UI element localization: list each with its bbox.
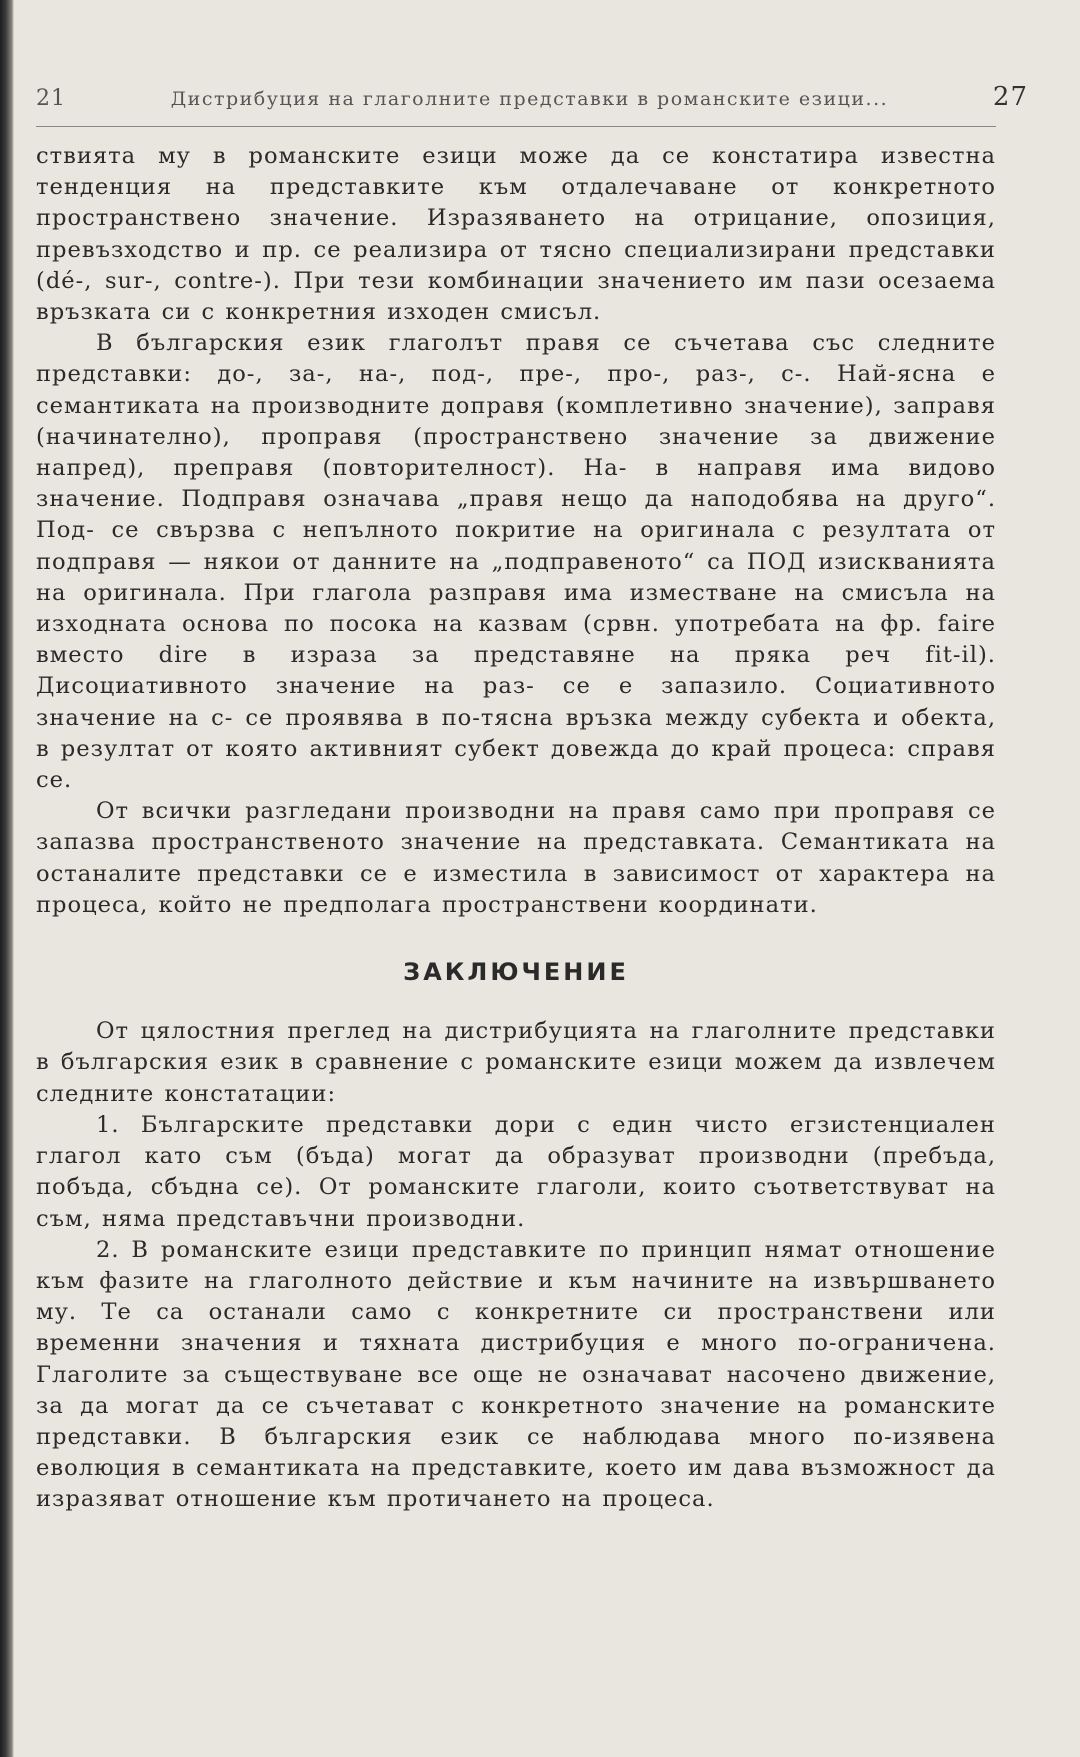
page-number: 27: [992, 82, 1028, 112]
section-heading: ЗАКЛЮЧЕНИЕ: [403, 958, 629, 987]
paragraph-pravya: В българския език глаголът правя се съчетава със следните представки: до-, за-, на-, под-, пре-, про-, раз-, с-. Най-ясна е семантиката на производните доправя (комплетивно значение), заправя (начинателно), проправя (пространствено значение за движение напред), преправя (повторителност). На- в направя има видово значение. Подправя означава „правя нещо да наподобява на друго“. Под- се свързва с непълното покритие на оригинала с резултата от подправя — някои от данните на „подправеното“ са ПОД изискванията на оригинала. При глагола разправя има изместване на смисъла на изходната основа по посока на казвам (срвн. употребата на фр. faire вместо dire в израза за представяне на пряка реч fit-il). Дисоциативното значение на раз- се е запазило. Социативното значение на с- се проявява в по-тясна връзка между субекта и обекта, в резултат от която активният субект довежда до край процеса: справя се.: [36, 330, 996, 794]
running-title: Дистрибуция на глаголните представки в романските езици...: [170, 88, 889, 110]
paragraph-conclusion-intro: От цялостния преглед на дистрибуцията на глаголните представки в българския език в сравнение с романските езици можем да извлечем следните констатации:: [36, 1018, 996, 1107]
header-left-number: 21: [36, 86, 66, 111]
header-rule: [36, 126, 996, 127]
paragraph-conclusion-1: 1. Българските представки дори с един чисто егзистенциален глагол като съм (бъда) могат да образуват производни (пребъда, побъда, сбъдна се). От романските глаголи, които съответствуват на съм, няма представъчни производни.: [36, 1111, 996, 1232]
book-binding-edge: [0, 0, 14, 1757]
body-text: [36, 141, 996, 1516]
paragraph-summary: От всички разгледани производни на правя само при проправя се запазва пространственото значение на представката. Семантиката на останалите представки се е изместила в зависимост от характера на процеса, който не предполага пространствени координати.: [36, 798, 996, 918]
paragraph-continued: ствията му в романските езици може да се констатира известна тенденция на представките към отдалечаване от конкретното пространствено значение. Изразяването на отрицание, опозиция, превъзходство и пр. се реализира от тясно специализирани представки (dé-, sur-, contre-). При тези комбинации значението им пази осезаема връзката си с конкретния изходен смисъл.: [36, 143, 996, 326]
paragraph-conclusion-2: 2. В романските езици представките по принцип нямат отношение към фазите на глаголното действие и към начините на извършването му. Те са останали само с конкретните си пространствени или временни значения и тяхната дистрибуция е много по-ограничена. Глаголите за съществуване все още не означават насочено движение, за да могат да се съчетават с конкретното значение на романските представки. В българския език се наблюдава много по-изявена еволюция в семантиката на представките, което им дава възможност да изразяват отношение към протичането на процеса.: [36, 1236, 996, 1513]
document-page: [36, 82, 1036, 1516]
running-header: [36, 82, 1036, 112]
